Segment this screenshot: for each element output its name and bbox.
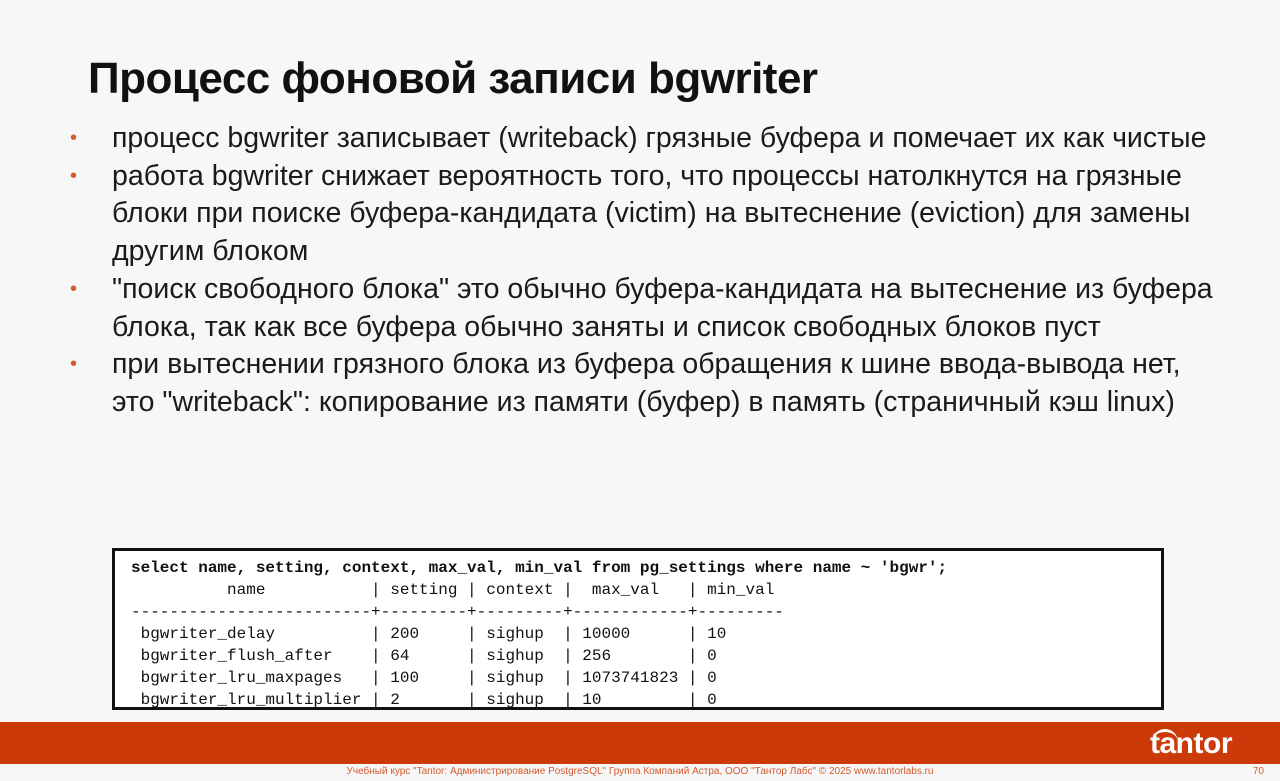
bullet-item (70, 158, 1220, 271)
page-number: 70 (1252, 766, 1264, 777)
result-row: bgwriter_delay | 200 | sighup | 10000 | 10 (131, 625, 727, 643)
bullet-text: процесс bgwriter записывает (writeback) грязные буфера и помечает их как чистые (112, 122, 1207, 154)
slide-title: Процесс фоновой записи bgwriter (88, 54, 818, 103)
bullet-item (70, 271, 1220, 346)
sql-code-block (112, 548, 1164, 710)
tantor-logo (1150, 727, 1232, 761)
bullet-marker: • (70, 353, 78, 376)
result-row: bgwriter_lru_multiplier | 2 | sighup | 10 | 0 (131, 691, 717, 709)
sql-query: select name, setting, context, max_val, min_val from pg_settings where name ~ 'bgwr'; (131, 559, 948, 577)
bullet-list (70, 120, 1220, 422)
bullet-marker: • (70, 164, 78, 187)
bullet-marker: • (70, 127, 78, 149)
bullet-marker: • (70, 277, 78, 300)
bullet-text: работа bgwriter снижает вероятность того, что процессы натолкнутся на грязные блоки при поиске буфера-кандидата (victim) на вытеснение (eviction) для замены другим блоком (112, 159, 1191, 268)
bullet-text: "поиск свободного блока" это обычно буфера-кандидата на вытеснение из буфера блока, так как все буфера обычно заняты и список свободных блоков пуст (112, 272, 1213, 343)
logo-text: tantor (1150, 727, 1232, 760)
footer-copyright: Учебный курс "Tantor: Администрирование PostgreSQL" Группа Компаний Астра, ООО "Тантор Лабс" © 2025 www.tantorlabs.ru (346, 766, 934, 777)
result-row: bgwriter_flush_after | 64 | sighup | 256 | 0 (131, 647, 717, 665)
result-separator: -------------------------+---------+---------+------------+--------- (131, 603, 784, 621)
footer-bar (0, 722, 1280, 764)
result-header: name | setting | context | max_val | min_val (131, 581, 775, 599)
bullet-item (70, 120, 1220, 158)
bullet-text: при вытеснении грязного блока из буфера обращения к шине ввода-вывода нет, это "writeback": копирование из памяти (буфер) в память (страничный кэш linux) (112, 348, 1181, 418)
bullet-item (70, 346, 1220, 421)
result-row: bgwriter_lru_maxpages | 100 | sighup | 1073741823 | 0 (131, 669, 717, 687)
